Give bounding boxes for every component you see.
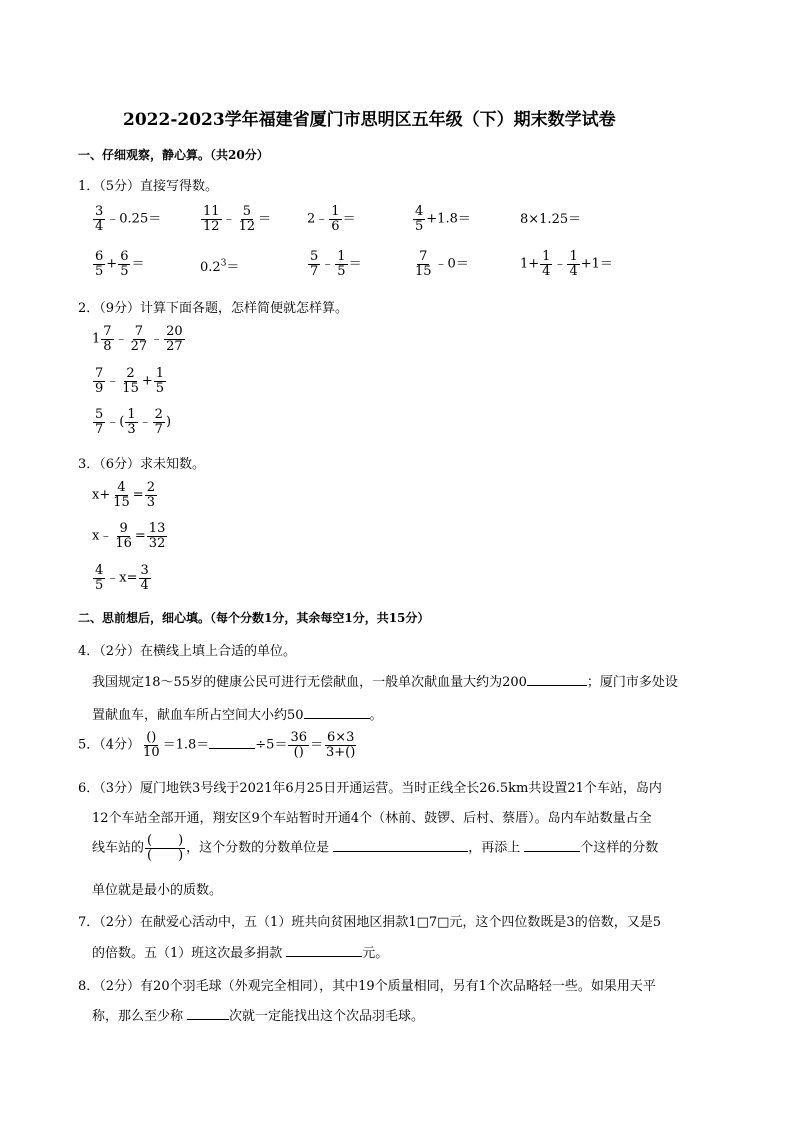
q1-expr-10: 1+ $\frac{1}{4}$ ﹣ $\frac{1}{4}$ +1＝ <box>520 249 613 279</box>
q1-expr-9: $\frac{7}{15}$ ﹣0＝ <box>415 249 469 279</box>
q6-blank-1[interactable] <box>333 851 468 852</box>
q2-expr-2: $\frac{7}{9}$ ﹣ $\frac{2}{15}$ + $\frac{1}{5}$ <box>95 366 165 396</box>
question-8-line-2: 称，那么至少称 次就一定能找出这个次品羽毛球。 <box>92 1009 425 1024</box>
q2-expr-3: $\frac{5}{7}$ ﹣( $\frac{1}{3}$ ﹣ $\frac{2}{7}$ ) <box>95 407 172 437</box>
question-1-stem: 1．（5分）直接写得数。 <box>78 179 219 194</box>
q1-expr-2: $\frac{11}{12}$ ﹣ $\frac{5}{12}$ ＝ <box>203 204 272 234</box>
question-6-line-1: 6．（3分）厦门地铁3号线于2021年6月25日开通运营。当时正线全长26.5km共设置21个车站，岛内 <box>78 781 662 796</box>
q1-expr-8: $\frac{5}{7}$ ﹣ $\frac{1}{5}$ ＝ <box>310 249 362 279</box>
q1-expr-3: 2﹣ $\frac{1}{6}$ ＝ <box>307 204 356 234</box>
question-8-line-1: 8．（2分）有20个羽毛球（外观完全相同），其中19个质量相同，另有1个次品略轻一些。如果用天平 <box>78 979 656 994</box>
question-4-line-1: 我国规定18～55岁的健康公民可进行无偿献血，一般单次献血量大约为200 ；厦门市多处设 <box>92 675 678 690</box>
q1-expr-1: $\frac{3}{4}$ ﹣0.25＝ <box>95 204 162 234</box>
q1-expr-4: $\frac{4}{5}$ +1.8＝ <box>415 204 471 234</box>
q1-expr-7: $0.2^3=$ <box>200 258 240 275</box>
section-heading-1: 一、仔细观察，静心算。（共20分） <box>78 148 269 162</box>
q1-expr-6: $\frac{6}{5}$ + $\frac{6}{5}$ ＝ <box>95 249 145 279</box>
q7-blank[interactable] <box>286 956 362 957</box>
question-6-line-2: 12个车站全部开通，翔安区9个车站暂时开通4个（林前、鼓锣、后村、蔡厝）。岛内车站数量占全 <box>92 811 652 826</box>
q1-expr-5: 8×1.25＝ <box>520 212 582 227</box>
question-6-line-3: 线车站的 $\frac{( )}{( )}$ ，这个分数的分数单位是 ，再添上 个这样的分数 <box>92 833 659 863</box>
question-3-stem: 3．（6分）求未知数。 <box>78 457 206 472</box>
q4-blank-1[interactable] <box>527 685 587 686</box>
question-4-stem: 4．（2分）在横线上填上合适的单位。 <box>78 644 297 659</box>
q8-blank[interactable] <box>187 1019 229 1020</box>
question-2-stem: 2．（9分）计算下面各题，怎样简便就怎样算。 <box>78 301 349 316</box>
q3-equation-1: x+ $\frac{4}{15}$ = $\frac{2}{3}$ <box>92 480 155 510</box>
question-7-line-2: 的倍数。五（1）班这次最多捐款 元。 <box>92 946 389 961</box>
q6-blank-2[interactable] <box>524 851 580 852</box>
q3-equation-2: x﹣ $\frac{9}{16}$ = $\frac{13}{32}$ <box>92 521 166 551</box>
q4-blank-2[interactable] <box>304 718 370 719</box>
page-title: 2022-2023学年福建省厦门市思明区五年级（下）期末数学试卷 <box>123 110 616 130</box>
question-5: 5．（4分） $\frac{()}{10}$ ＝1.8＝ ÷5＝ $\frac{36}{()}$ ＝ $\frac{6\times 3}{3+()}$ <box>78 730 356 760</box>
question-4-line-2: 置献血车，献血车所占空间大小约50 。 <box>92 708 383 723</box>
question-7-line-1: 7．（2分）在献爱心活动中，五（1）班共向贫困地区捐款1□7□元，这个四位数既是3的倍数，又是5 <box>78 915 661 930</box>
question-6-line-4: 单位就是最小的质数。 <box>92 883 223 898</box>
q5-blank[interactable] <box>209 748 255 749</box>
q3-equation-3: $\frac{4}{5}$ ﹣x= $\frac{3}{4}$ <box>95 563 149 593</box>
section-heading-2: 二、思前想后，细心填。（每个分数1分，其余每空1分，共15分） <box>78 611 430 625</box>
q2-expr-1: 1 $\frac{7}{8}$ ﹣ $\frac{7}{27}$ ﹣ $\frac{20}{27}$ <box>92 324 183 354</box>
